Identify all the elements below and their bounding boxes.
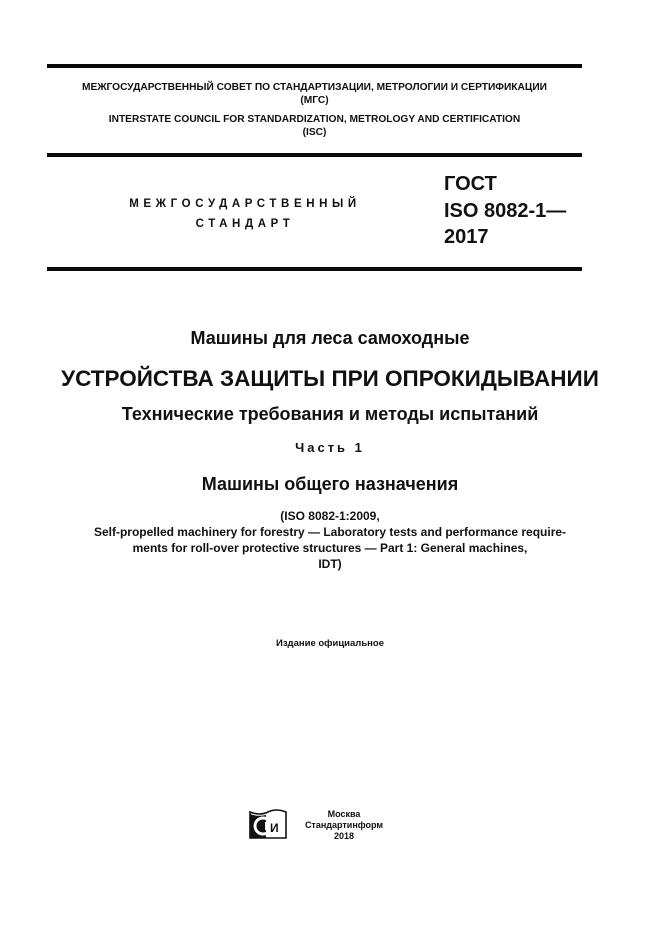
standard-type-line1: МЕЖГОСУДАРСТВЕННЫЙ (129, 198, 361, 210)
iso-reference (30, 508, 630, 572)
document-title: УСТРОЙСТВА ЗАЩИТЫ ПРИ ОПРОКИДЫВАНИИ (61, 366, 599, 391)
council-ru-abbr: (МГС) (300, 95, 329, 106)
publisher-year: 2018 (333, 830, 355, 841)
gost-year: 2017 (444, 226, 489, 248)
standard-type-line2: СТАНДАРТ (195, 218, 295, 230)
standartinform-logo-icon (248, 808, 288, 842)
iso-ref-line3: ments for roll-over protective structures — Part 1: General machines, (132, 541, 528, 555)
standard-type (100, 194, 390, 234)
council-en-text: INTERSTATE COUNCIL FOR STANDARDIZATION, METROLOGY AND CERTIFICATION (108, 114, 521, 125)
iso-ref-line2: Self-propelled machinery for forestry — Laboratory tests and performance require- (93, 525, 567, 539)
edition-label: Издание официальное (276, 638, 384, 649)
document-subtitle: Технические требования и методы испытаний (121, 404, 539, 424)
council-name-en (47, 113, 582, 139)
document-subject: Машины для леса самоходные (190, 328, 470, 348)
council-en-abbr: (ISC) (302, 127, 327, 138)
iso-ref-line4: IDT) (318, 557, 342, 571)
gost-label: ГОСТ (444, 173, 497, 195)
designation-divider (47, 267, 582, 271)
top-rule (47, 64, 582, 68)
gost-number: ISO 8082-1— (444, 199, 567, 222)
publisher-block (248, 805, 384, 845)
document-part-title: Машины общего назначения (201, 474, 459, 494)
header-divider (47, 153, 582, 157)
svg-text:И: И (270, 821, 279, 835)
document-part: Часть 1 (295, 440, 365, 455)
standard-designation (444, 171, 566, 251)
publisher-name: Стандартинформ (304, 819, 384, 830)
iso-ref-line1: (ISO 8082-1:2009, (280, 509, 380, 523)
council-name-ru (47, 81, 582, 107)
publisher-info (304, 809, 384, 842)
council-ru-text: МЕЖГОСУДАРСТВЕННЫЙ СОВЕТ ПО СТАНДАРТИЗАЦИИ, МЕТРОЛОГИИ И СЕРТИФИКАЦИИ (82, 82, 547, 93)
publisher-city: Москва (327, 808, 361, 819)
